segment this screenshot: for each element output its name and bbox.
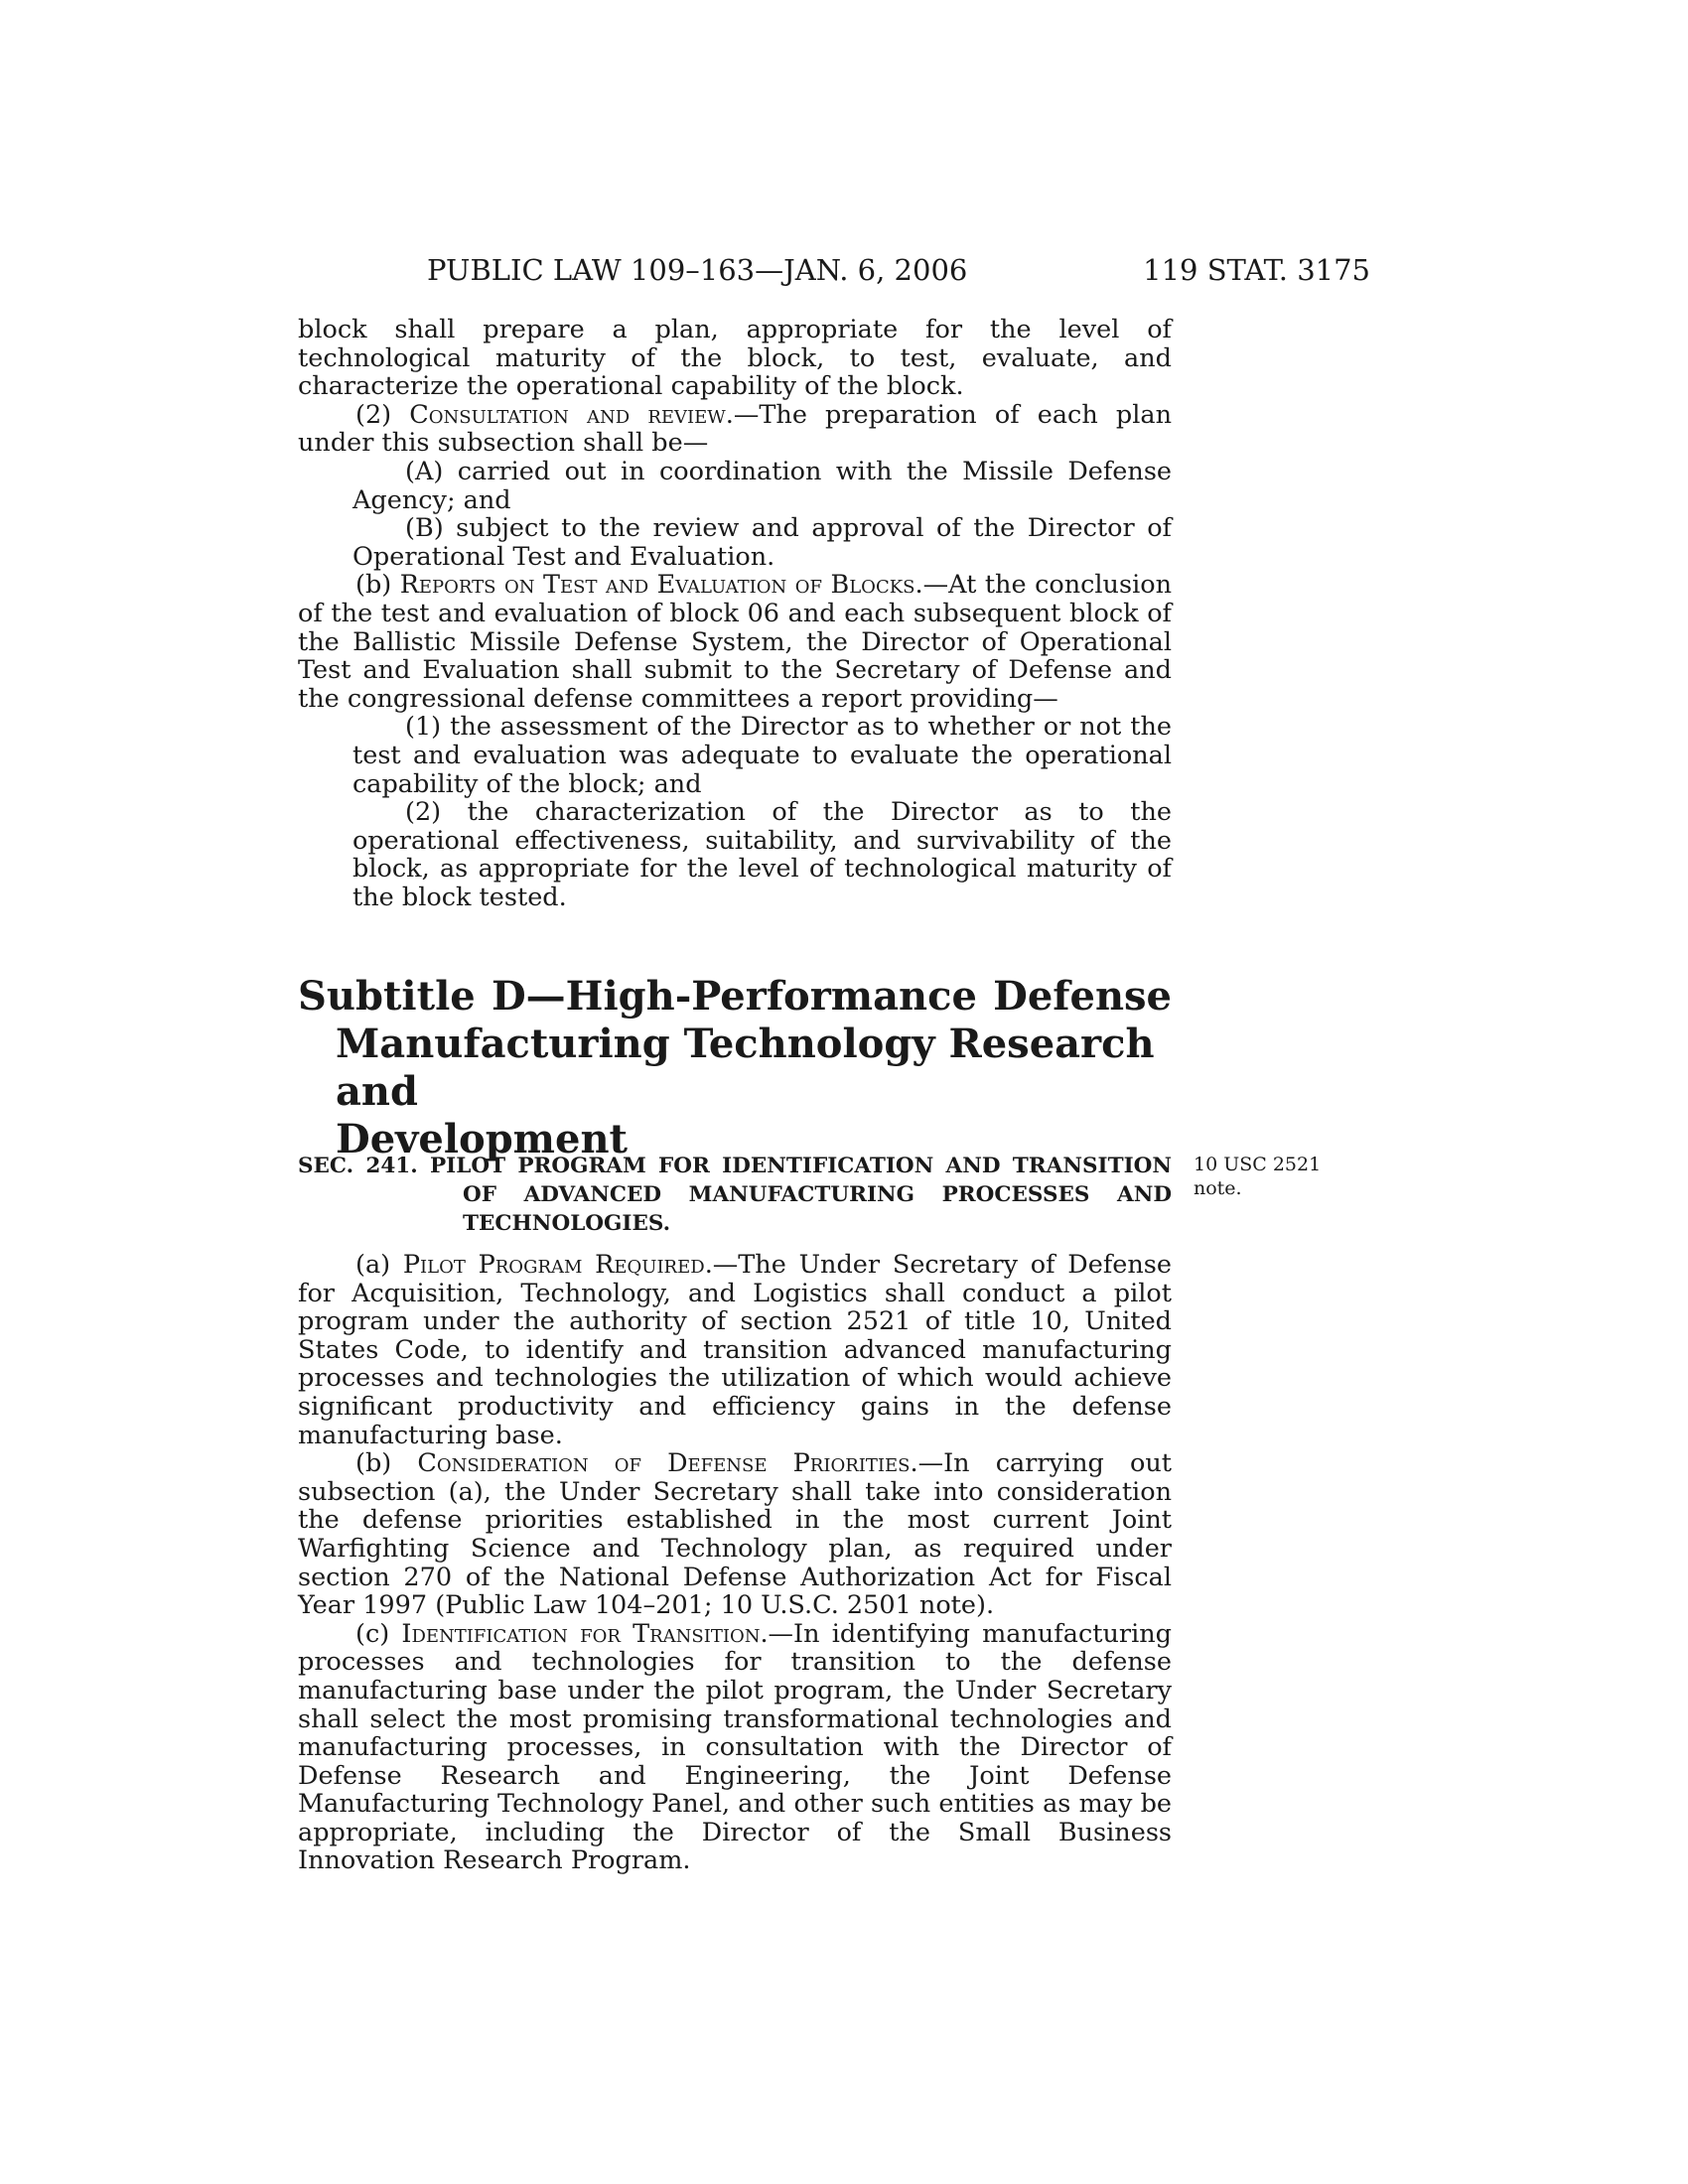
subtitle-line-1 (298, 973, 1172, 1021)
subsection-text: .—The Under Secretary of Defense for Acquisition, Technology, and Logistics shall conduct a pilot program under the authority of section 2521 of title 10, United States Code, to identify and transition advanced manufacturing processes and technologies the utilization of which would achieve significant productivity and efficiency gains in the defense manufacturing base. (298, 1250, 1172, 1450)
subtitle-line-3: Development (336, 1116, 629, 1162)
section-body (298, 1251, 1172, 1875)
subsection-heading: Pilot Program Required (402, 1250, 705, 1280)
top-body (298, 316, 1172, 911)
section-heading (298, 1152, 1172, 1238)
page-header (298, 253, 1370, 293)
section-title: PILOT PROGRAM FOR IDENTIFICATION AND TRANSITION OF ADVANCED MANUFACTURING PROCESSES AND TECHNOLOGIES. (430, 1154, 1173, 1236)
subsection-a (298, 1251, 1172, 1449)
subtitle-word-3: Defense (993, 973, 1172, 1020)
section-title-block (298, 1152, 1172, 1238)
subsection-heading: Identification for Transition (401, 1618, 761, 1649)
subsection-b (298, 571, 1172, 713)
subsection-text: .—In carrying out subsection (a), the Under Secretary shall take into consideration the defense priorities established in the most current Joint Warfighting Science and Technology plan, as required under section 270 of the National Defense Authorization Act for Fiscal Year 1997 (Public Law 104–201; 10 U.S.C. 2501 note). (298, 1448, 1173, 1621)
subsection-label: (a) (355, 1250, 403, 1280)
subparagraph-a2b: (B) subject to the review and approval of the Director of Operational Test and Evaluation. (352, 513, 1172, 572)
paragraph-a2 (298, 401, 1172, 458)
subsection-heading: Reports on Test and Evaluation of Blocks (399, 570, 915, 601)
subtitle-word-2: D—High-Performance (491, 973, 977, 1020)
subsection-label: (b) (355, 1448, 418, 1479)
subsection-text: .—In identifying manufacturing processes and technologies for transition to the defense manufacturing base under the pilot program, the Under Secretary shall select the most promising transformational technologies and manufacturing processes, in consultation with the Director of Defense Research and Engineering, the Joint Defense Manufacturing Technology Panel, and other such entities as may be appropriate, including the Director of the Small Business Innovation Research Program. (298, 1618, 1172, 1876)
subtitle-word-1: Subtitle (298, 973, 476, 1020)
subsection-label: (c) (355, 1618, 402, 1649)
statute-page-number: 119 STAT. 3175 (1143, 253, 1370, 287)
subparagraph-a2a: (A) carried out in coordination with the Missile Defense Agency; and (352, 456, 1172, 515)
margin-note (1194, 1153, 1333, 1200)
public-law-citation: PUBLIC LAW 109–163—JAN. 6, 2006 (427, 253, 968, 287)
paragraph-b1: (1) the assessment of the Director as to whether or not the test and evaluation was adequate to evaluate the operational capability of the block; and (352, 712, 1172, 799)
section-number: SEC. 241. (298, 1154, 430, 1178)
paragraph-heading: Consultation and review (409, 399, 726, 430)
paragraph-text: .—The preparation of each plan under this subsection shall be— (298, 399, 1172, 459)
subtitle-heading (298, 973, 1172, 1163)
margin-note-citation: 10 USC 2521 (1194, 1154, 1322, 1175)
subtitle-line-2: Manufacturing Technology Research and (336, 1021, 1155, 1115)
subsection-label: (b) (355, 570, 400, 601)
paragraph-continuation: block shall prepare a plan, appropriate for the level of technological maturity of the block, to test, evaluate, and characterize the operational capability of the block. (298, 315, 1172, 402)
subsection-text: .—At the conclusion of the test and evaluation of block 06 and each subsequent block of the Ballistic Missile Defense System, the Director of Operational Test and Evaluation shall submit to the Secretary of Defense and the congressional defense committees a report providing— (298, 570, 1173, 714)
subsection-heading: Consideration of Defense Priorities (417, 1448, 911, 1479)
paragraph-b2: (2) the characterization of the Director as to the operational effectiveness, suitability, and survivability of the block, as appropriate for the level of technological maturity of the block tested. (352, 797, 1172, 912)
subsection-c (298, 1620, 1172, 1875)
paragraph-label: (2) (355, 399, 410, 430)
subsection-b (298, 1449, 1172, 1620)
margin-note-suffix: note. (1194, 1177, 1242, 1199)
